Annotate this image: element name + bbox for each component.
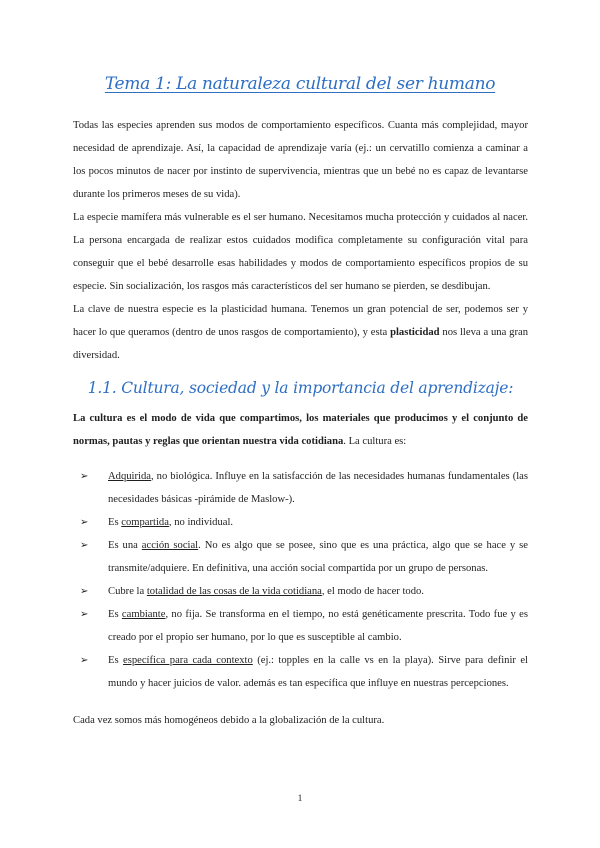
page-title: Tema 1: La naturaleza cultural del ser humano [104, 74, 496, 94]
arrow-bullet-icon: ➢ [80, 517, 89, 528]
item-underlined-term: acción social [141, 540, 199, 551]
list-item [73, 465, 528, 511]
item-underlined-term: Adquirida [108, 471, 151, 482]
paragraph-3-text: La clave de nuestra especie es la plasticidad humana. Tenemos un gran potencial de ser, podemos ser y hacer lo que queramos (dentro de unos rasgos de comportamiento), y esta [73, 304, 528, 338]
arrow-bullet-icon: ➢ [80, 609, 89, 620]
list-item [73, 649, 528, 695]
closing-paragraph: Cada vez somos más homogéneos debido a la globalización de la cultura. [73, 715, 385, 726]
section-heading: 1.1. Cultura, sociedad y la importancia del aprendizaje: [87, 379, 514, 397]
item-underlined-term: totalidad de las cosas de la vida cotidiana [146, 586, 322, 597]
item-text: , el modo de hacer todo. [321, 586, 424, 597]
arrow-bullet-icon: ➢ [80, 540, 89, 551]
item-text: , no biológica. Influye en la satisfacción de las necesidades humanas fundamentales (las necesidades básicas -pirámide de Maslow-). [108, 471, 528, 505]
culture-definition [73, 407, 528, 453]
list-item [73, 580, 528, 603]
plasticidad-term: plasticidad [390, 327, 440, 338]
item-underlined-term: específica para cada contexto [123, 655, 253, 666]
item-text: , no fija. Se transforma en el tiempo, no está genéticamente prescrita. Todo fue y es creado por el propio ser humano, por lo que es susceptible al cambio. [108, 609, 528, 643]
list-item [73, 511, 528, 534]
arrow-bullet-icon: ➢ [80, 471, 89, 482]
item-text: Cubre la [108, 586, 147, 597]
culture-definition-rest: . La cultura es: [343, 436, 407, 447]
paragraph-3-end: nos lleva a una gran diversidad. [73, 327, 528, 361]
list-item [73, 534, 528, 580]
paragraph-2: La especie mamífera más vulnerable es el ser humano. Necesitamos mucha protección y cuidados al nacer. La persona encargada de realizar estos cuidados modifica completamente su configuración vital para conseguir que el bebé desarrolle esas habilidades y modos de comportamiento específicos propios de su especie. Sin socialización, los rasgos más característicos del ser humano se pierden, se desdibujan. [73, 212, 528, 292]
item-underlined-term: compartida [121, 517, 169, 528]
list-item [73, 603, 528, 649]
item-text: . No es algo que se posee, sino que es una práctica, algo que se hace y se transmite/adquiere. En definitiva, una acción social compartida por un grupo de personas. [108, 540, 528, 574]
paragraph-1: Todas las especies aprenden sus modos de comportamiento específicos. Cuanta más complejidad, mayor necesidad de aprendizaje. Así, la capacidad de aprendizaje varía (ej.: un cervatillo comienza a caminar a los pocos minutos de nacer por instinto de supervivencia, mientras que un bebé no es capaz de levantarse durante los primeros meses de su vida). [73, 120, 528, 200]
item-text: Es [108, 609, 122, 620]
page-number: 1 [297, 794, 303, 804]
arrow-bullet-icon: ➢ [80, 586, 89, 597]
item-text: Es una [108, 540, 142, 551]
document-body [73, 114, 528, 732]
culture-definition-bold: La cultura es el modo de vida que compartimos, los materiales que producimos y el conjunto de normas, pautas y reglas que orientan nuestra vida cotidiana [73, 413, 528, 447]
item-text: (ej.: topples en la calle vs en la playa). Sirve para definir el mundo y hacer juicios de valor. además es tan específica que influye en nuestras percepciones. [108, 655, 529, 689]
culture-traits-list [73, 465, 528, 695]
item-text: Es [108, 517, 122, 528]
item-text: Es [108, 655, 124, 666]
item-underlined-term: cambiante [121, 609, 166, 620]
arrow-bullet-icon: ➢ [80, 655, 89, 666]
paragraph-3 [73, 298, 528, 367]
item-text: , no individual. [168, 517, 234, 528]
